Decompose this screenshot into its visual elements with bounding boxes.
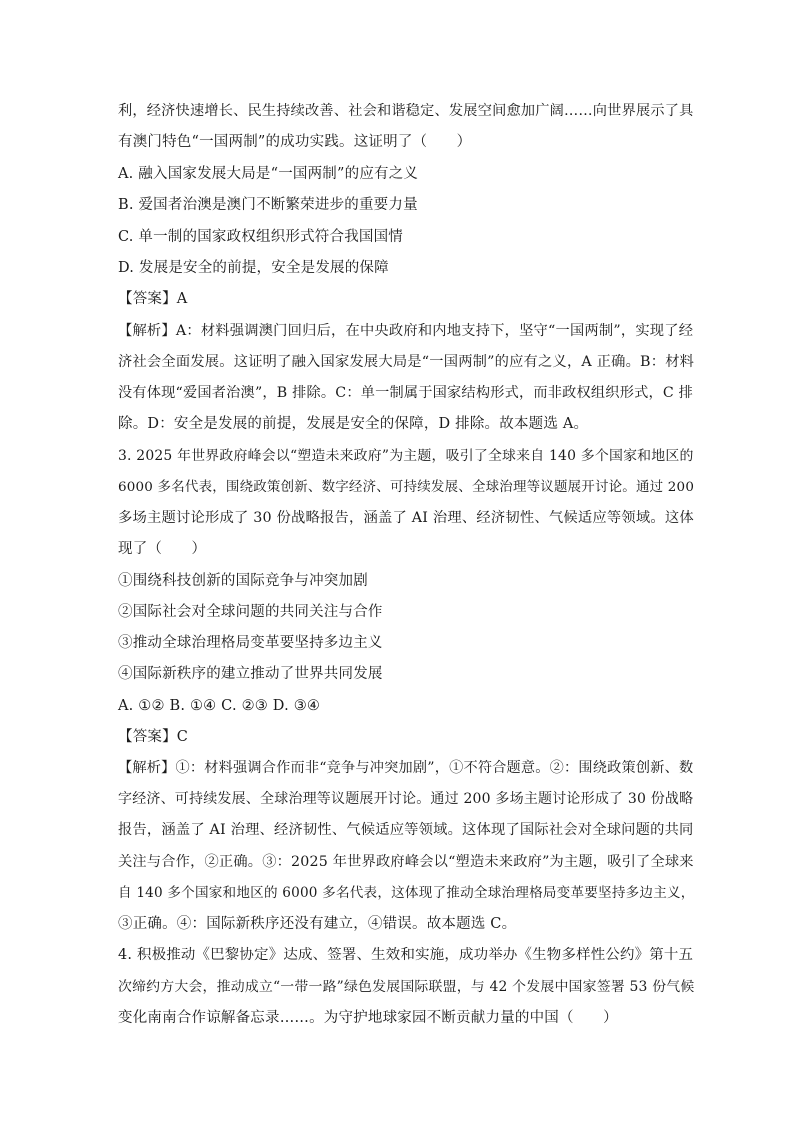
q3-analysis-line-4: 关注与合作，②正确。③：2025 年世界政府峰会以“塑造未来政府”为主题，吸引了全球来 [118,854,694,870]
q3-stem-line-4: 现了（ ） [118,541,207,557]
q2-option-c: C. 单一制的国家政权组织形式符合我国国情 [118,229,403,245]
q3-statement-4: ④国际新秩序的建立推动了世界共同发展 [118,666,383,682]
q3-stem-line-2: 6000 多名代表，围绕政策创新、数字经济、可持续发展、全球治理等议题展开讨论。通过 200 [118,479,695,495]
q3-stem-line-3: 多场主题讨论形成了 30 份战略报告，涵盖了 AI 治理、经济韧性、气候适应等领域。这体 [118,510,694,526]
q4-stem-line-2: 次缔约方大会，推动成立“一带一路”绿色发展国际联盟，与 42 个发展中国家签署 53 份气候 [118,979,695,995]
q2-stem-line-1: 利，经济快速增长、民生持续改善、社会和谐稳定、发展空间愈加广阔……向世界展示了具 [118,103,694,119]
q2-analysis-line-1: 【解析】A：材料强调澳门回归后，在中央政府和内地支持下，坚守“一国两制”，实现了经 [118,323,694,339]
q2-analysis-line-2: 济社会全面发展。这证明了融入国家发展大局是“一国两制”的应有之义，A 正确。B：材料 [118,354,695,370]
q3-stem-line-1: 3. 2025 年世界政府峰会以“塑造未来政府”为主题，吸引了全球来自 140 多个国家和地区的 [118,448,694,464]
q3-analysis-line-3: 报告，涵盖了 AI 治理、经济韧性、气候适应等领域。这体现了国际社会对全球问题的共同 [118,822,694,838]
q2-answer: 【答案】A [118,291,188,307]
q2-analysis-line-3: 没有体现“爱国者治澳”，B 排除。C：单一制属于国家结构形式，而非政权组织形式，C 排 [118,385,694,401]
q3-statement-3: ③推动全球治理格局变革要坚持多边主义 [118,635,383,651]
q3-answer: 【答案】C [118,729,189,745]
q3-analysis-line-2: 字经济、可持续发展、全球治理等议题展开讨论。通过 200 多场主题讨论形成了 30 份战略 [118,791,694,807]
q3-statement-1: ①围绕科技创新的国际竞争与冲突加剧 [118,573,368,589]
q2-option-d: D. 发展是安全的前提，安全是发展的保障 [118,260,389,276]
q3-analysis-line-1: 【解析】①：材料强调合作而非“竞争与冲突加剧”，①不符合题意。②：围绕政策创新、数 [118,760,694,776]
q3-statement-2: ②国际社会对全球问题的共同关注与合作 [118,604,383,620]
q3-analysis-line-5: 自 140 多个国家和地区的 6000 多名代表，这体现了推动全球治理格局变革要坚持多边主义， [118,885,695,901]
q2-stem-line-2: 有澳门特色“一国两制”的成功实践。这证明了（ ） [118,134,472,150]
q4-stem-line-1: 4. 积极推动《巴黎协定》达成、签署、生效和实施，成功举办《生物多样性公约》第十五 [118,947,694,963]
q2-option-b: B. 爱国者治澳是澳门不断繁荣进步的重要力量 [118,197,418,213]
q4-stem-line-3: 变化南南合作谅解备忘录……。为守护地球家园不断贡献力量的中国（ ） [118,1010,618,1026]
q2-analysis-line-4: 除。D：安全是发展的前提，发展是安全的保障，D 排除。故本题选 A。 [118,416,589,432]
q3-options: A. ①② B. ①④ C. ②③ D. ③④ [118,698,321,714]
q2-option-a: A. 融入国家发展大局是“一国两制”的应有之义 [118,166,419,182]
q3-analysis-line-6: ③正确。④：国际新秩序还没有建立，④错误。故本题选 C。 [118,916,517,932]
